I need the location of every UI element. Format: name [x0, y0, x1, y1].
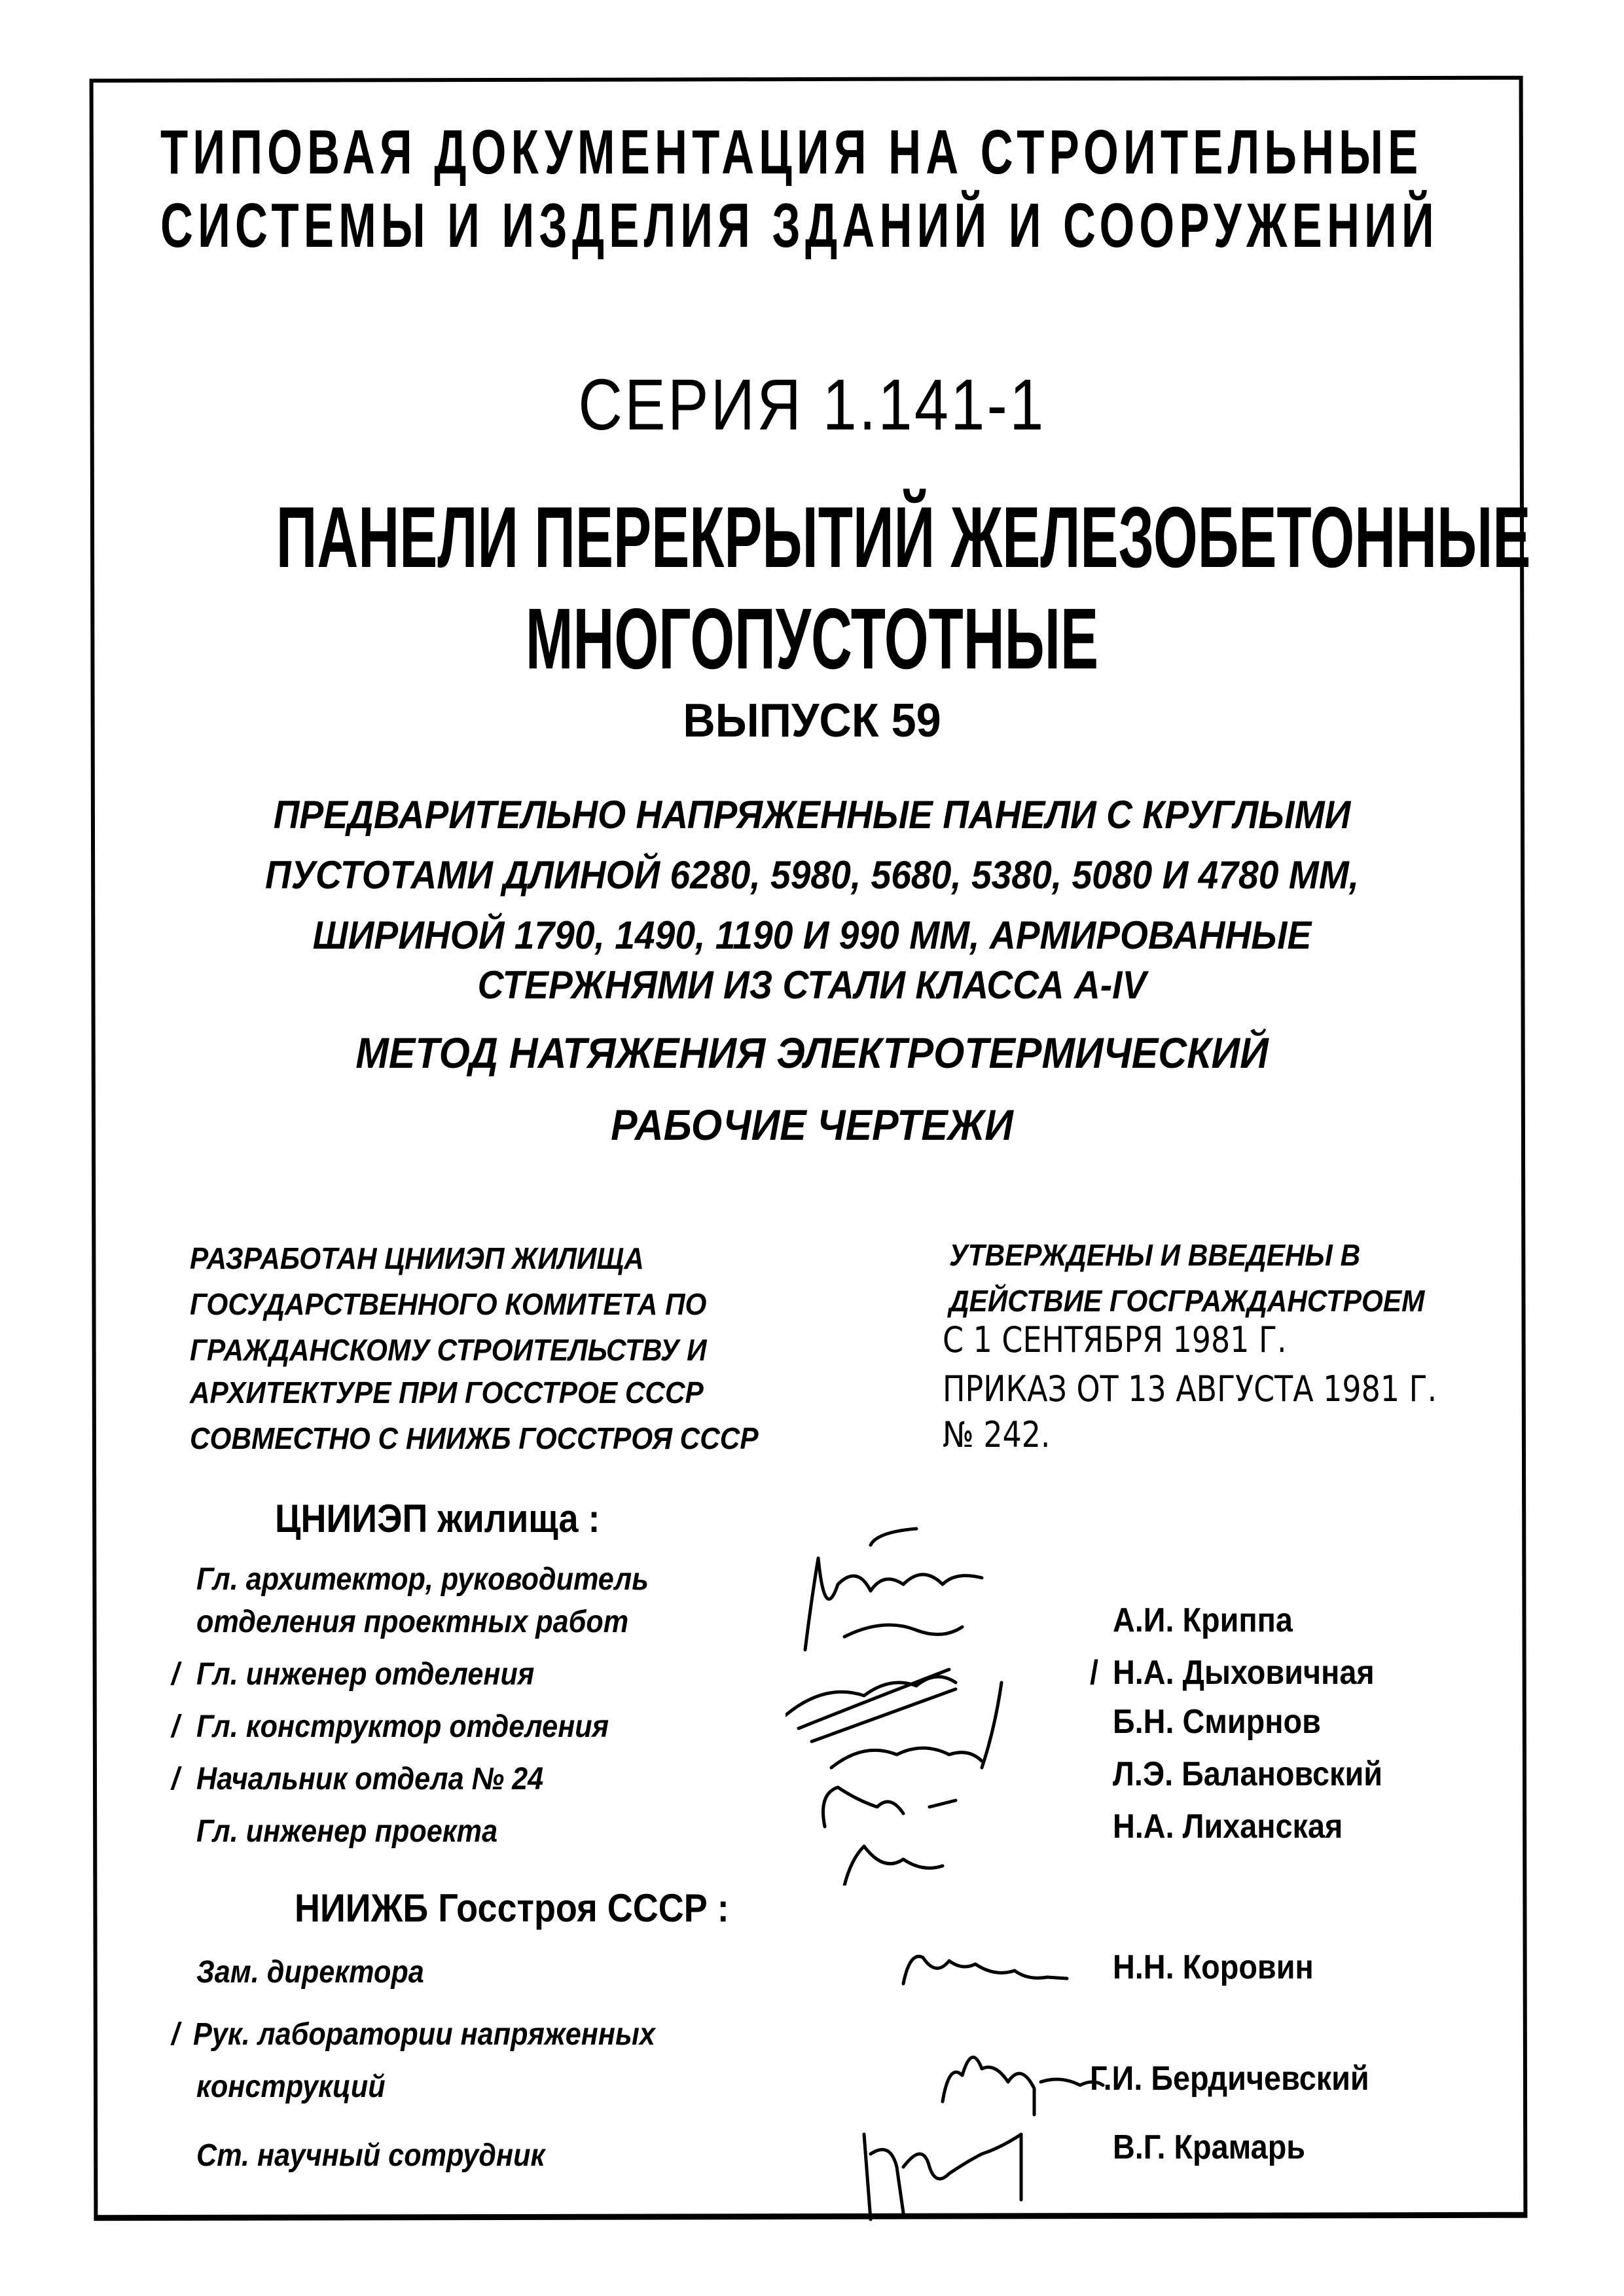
signatory-position: Гл. инженер проекта — [196, 1814, 498, 1849]
signatory-position: Начальник отдела № 24 — [196, 1762, 544, 1796]
signatory-mark: / — [1090, 1654, 1099, 1692]
header-line-1: ТИПОВАЯ ДОКУМЕНТАЦИЯ НА СТРОИТЕЛЬНЫЕ — [160, 117, 1423, 187]
handwritten-signatures-icon — [785, 1519, 1126, 1886]
description-line-1: ПРЕДВАРИТЕЛЬНО НАПРЯЖЕННЫЕ ПАНЕЛИ С КРУГЛЫМИ — [273, 793, 1351, 837]
developed-by-line: АРХИТЕКТУРЕ ПРИ ГОССТРОЕ СССР — [190, 1376, 704, 1410]
developed-by-line: ГОСУДАРСТВЕННОГО КОМИТЕТА ПО — [190, 1287, 707, 1321]
method-line-2: РАБОЧИЕ ЧЕРТЕЖИ — [611, 1101, 1013, 1149]
developed-by-line: СОВМЕСТНО С НИИЖБ ГОССТРОЯ СССР — [190, 1421, 759, 1455]
signatory-position: отделения проектных работ — [196, 1605, 629, 1639]
signatory-name: Г.И. Бердичевский — [1090, 2060, 1369, 2098]
description-line-2: ПУСТОТАМИ ДЛИНОЙ 6280, 5980, 5680, 5380, 5080 И 4780 ММ, — [264, 853, 1360, 897]
document-title-line-1: ПАНЕЛИ ПЕРЕКРЫТИЙ ЖЕЛЕЗОБЕТОННЫЕ — [276, 489, 1531, 585]
signatory-position: Ст. научный сотрудник — [196, 2138, 545, 2173]
approval-date: С 1 СЕНТЯБРЯ 1981 Г. — [943, 1319, 1287, 1360]
signatory-position: конструкций — [196, 2069, 386, 2104]
signatory-name: Н.А. Лиханская — [1113, 1808, 1343, 1846]
approval-line: УТВЕРЖДЕНЫ И ВВЕДЕНЫ В — [949, 1238, 1361, 1272]
signatory-position: Рук. лаборатории напряженных — [193, 2017, 655, 2052]
description-line-4: СТЕРЖНЯМИ ИЗ СТАЛИ КЛАССА А-IV — [477, 963, 1147, 1007]
signatory-name: А.И. Криппа — [1113, 1601, 1293, 1639]
series-number: СЕРИЯ 1.141-1 — [578, 365, 1046, 445]
approval-order-number: № 242. — [943, 1414, 1051, 1455]
header-line-2: СИСТЕМЫ И ИЗДЕЛИЯ ЗДАНИЙ И СООРУЖЕНИЙ — [160, 191, 1439, 261]
handwritten-signature-icon — [851, 2115, 1047, 2226]
signatory-position: Гл. инженер отделения — [196, 1657, 535, 1692]
issue-number: ВЫПУСК 59 — [683, 695, 941, 747]
signatory-name: Б.Н. Смирнов — [1113, 1703, 1321, 1741]
signatory-name: Л.Э. Балановский — [1113, 1755, 1383, 1793]
approval-order: ПРИКАЗ ОТ 13 АВГУСТА 1981 Г. — [943, 1368, 1437, 1410]
description-line-3: ШИРИНОЙ 1790, 1490, 1190 И 990 ММ, АРМИРОВАННЫЕ — [312, 913, 1312, 957]
developed-by-line: РАЗРАБОТАН ЦНИИЭП ЖИЛИЩА — [190, 1241, 644, 1275]
signatory-mark: / — [171, 1762, 180, 1796]
organization-heading: НИИЖБ Госстроя СССР : — [295, 1886, 729, 1930]
signatory-name: Н.А. Дыховичная — [1113, 1654, 1375, 1692]
handwritten-signature-icon — [897, 1931, 1113, 2003]
signatory-mark: / — [171, 2017, 180, 2052]
developed-by-line: ГРАЖДАНСКОМУ СТРОИТЕЛЬСТВУ И — [190, 1333, 707, 1367]
signatory-position: Зам. директора — [196, 1955, 424, 1990]
signatory-position: Гл. конструктор отделения — [196, 1709, 609, 1744]
signatory-mark: / — [171, 1709, 180, 1744]
signatory-mark: / — [171, 1657, 180, 1692]
method-line-1: МЕТОД НАТЯЖЕНИЯ ЭЛЕКТРОТЕРМИЧЕСКИЙ — [355, 1029, 1269, 1077]
approval-line: ДЕЙСТВИЕ ГОСГРАЖДАНСТРОЕМ — [949, 1284, 1425, 1318]
signatory-name: В.Г. Крамарь — [1113, 2128, 1306, 2166]
organization-heading: ЦНИИЭП жилища : — [275, 1497, 600, 1540]
document-title-line-2: МНОГОПУСТОТНЫЕ — [525, 591, 1099, 687]
handwritten-signature-icon — [936, 2023, 1106, 2121]
signatory-position: Гл. архитектор, руководитель — [196, 1562, 649, 1597]
signatory-name: Н.Н. Коровин — [1113, 1948, 1314, 1986]
